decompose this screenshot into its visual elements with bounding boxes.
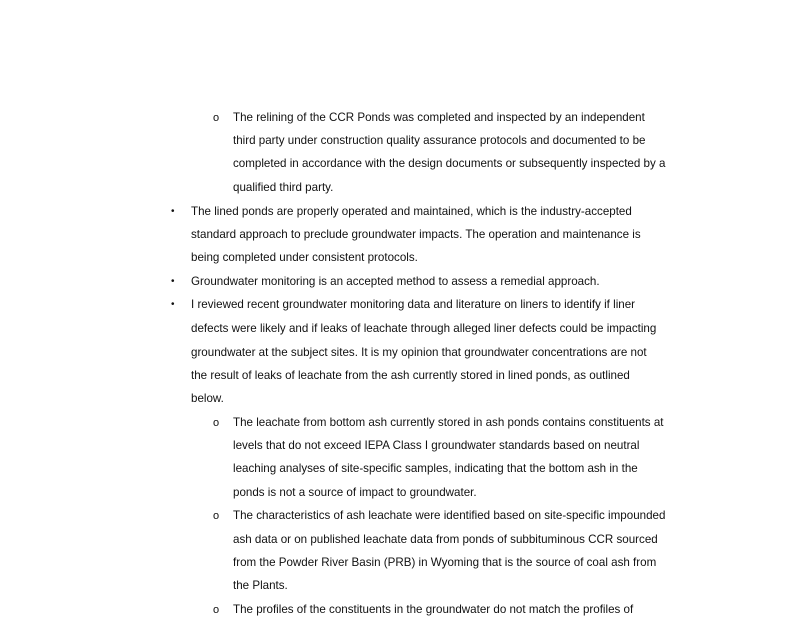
- text-line: The leachate from bottom ash currently stored in ash ponds contains constituents at: [233, 416, 664, 429]
- text-line: the Plants.: [233, 579, 288, 592]
- text-line: leaching analyses of site-specific samples, indicating that the bottom ash in the: [233, 462, 638, 475]
- sub-bullet-icon: o: [213, 417, 220, 429]
- bullet-icon: •: [171, 299, 175, 310]
- text-line: qualified third party.: [233, 181, 334, 194]
- text-line: the result of leaks of leachate from the ash currently stored in lined ponds, as outlined: [191, 369, 630, 382]
- text-line: levels that do not exceed IEPA Class I groundwater standards based on neutral: [233, 439, 640, 452]
- text-line: completed in accordance with the design documents or subsequently inspected by a: [233, 157, 666, 170]
- text-line: ponds is not a source of impact to groundwater.: [233, 486, 477, 499]
- text-line: Groundwater monitoring is an accepted method to assess a remedial approach.: [191, 275, 600, 288]
- text-line: below.: [191, 392, 224, 405]
- bullet-icon: •: [171, 206, 175, 217]
- sub-bullet-icon: o: [213, 112, 220, 124]
- text-line: I reviewed recent groundwater monitoring data and literature on liners to identify if liner: [191, 298, 636, 311]
- sub-bullet-icon: o: [213, 510, 220, 522]
- text-line: The relining of the CCR Ponds was completed and inspected by an independent: [233, 111, 645, 124]
- sub-bullet-icon: o: [213, 604, 220, 616]
- text-line: from the Powder River Basin (PRB) in Wyoming that is the source of coal ash from: [233, 556, 657, 569]
- text-line: third party under construction quality assurance protocols and documented to be: [233, 134, 646, 147]
- text-line: groundwater at the subject sites. It is my opinion that groundwater concentrations are not: [191, 346, 647, 359]
- text-line: being completed under consistent protocols.: [191, 251, 418, 264]
- text-line: The characteristics of ash leachate were identified based on site-specific impounded: [233, 509, 666, 522]
- bullet-icon: •: [171, 276, 175, 287]
- text-line: The profiles of the constituents in the groundwater do not match the profiles of: [233, 603, 634, 616]
- text-line: standard approach to preclude groundwater impacts. The operation and maintenance is: [191, 228, 641, 241]
- text-line: defects were likely and if leaks of leachate through alleged liner defects could be impacting: [191, 322, 657, 335]
- text-line: The lined ponds are properly operated and maintained, which is the industry-accepted: [191, 205, 632, 218]
- text-line: ash data or on published leachate data from ponds of subbituminous CCR sourced: [233, 533, 658, 546]
